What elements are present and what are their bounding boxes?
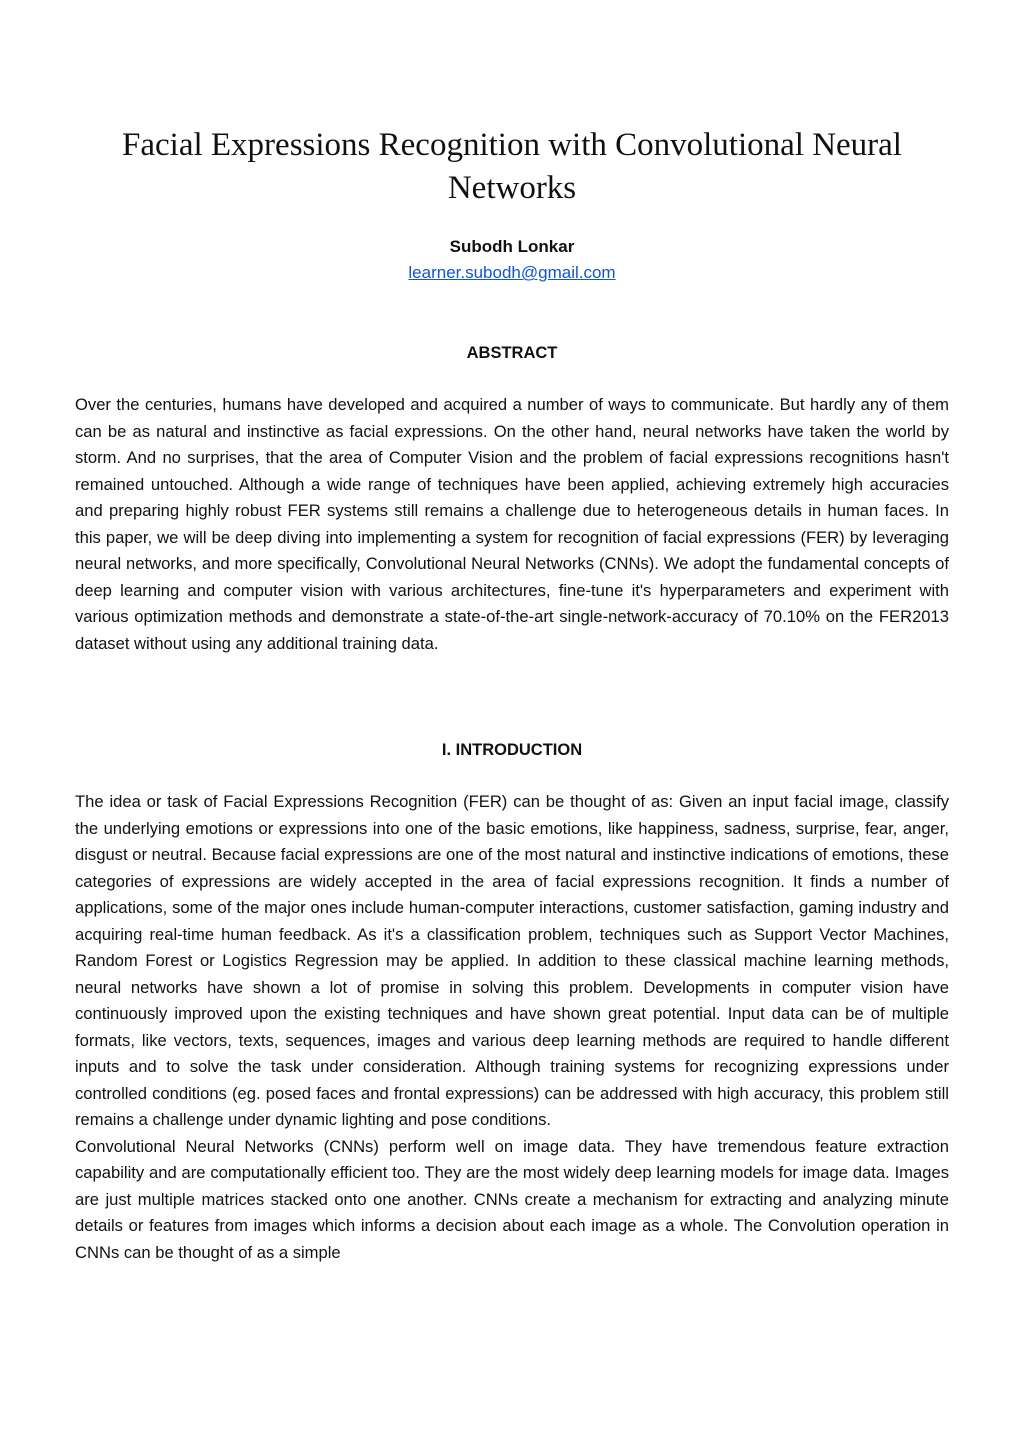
introduction-heading: I. INTRODUCTION	[441, 741, 583, 759]
paper-title: Facial Expressions Recognition with Convolutional Neural Networks	[122, 127, 902, 206]
author-email-link[interactable]: learner.subodh@gmail.com	[408, 263, 616, 282]
author-name: Subodh Lonkar	[449, 237, 575, 256]
abstract-heading: ABSTRACT	[466, 344, 558, 362]
introduction-paragraph-1: The idea or task of Facial Expressions Recognition (FER) can be thought of as: Given an input facial image, classify the underlying emotions or expressions into one of the basic emotions, like happiness, sadness, surprise, fear, anger, disgust or neutral. Because facial expressions are one of the most natural and instinctive indications of emotions, these categories of expressions are widely accepted in the area of facial expressions recognition. It finds a number of applications, some of the major ones include human-computer interactions, customer satisfaction, gaming industry and acquiring real-time human feedback. As it's a classification problem, techniques such as Support Vector Machines, Random Forest or Logistics Regression may be applied. In addition to these classical machine learning methods, neural networks have shown a lot of promise in solving this problem. Developments in computer vision have continuously improved upon the existing techniques and have shown great potential. Input data can be of multiple formats, like vectors, texts, sequences, images and various deep learning methods are required to handle different inputs and to solve the task under consideration. Although training systems for recognizing expressions under controlled conditions (eg. posed faces and frontal expressions) can be addressed with high accuracy, this problem still remains a challenge under dynamic lighting and pose conditions.	[75, 792, 949, 1129]
introduction-body	[75, 789, 949, 1266]
author-email	[0, 262, 1024, 284]
abstract-text: Over the centuries, humans have developed and acquired a number of ways to communicate. But hardly any of them can be as natural and instinctive as facial expressions. On the other hand, neural networks have taken the world by storm. And no surprises, that the area of Computer Vision and the problem of facial expressions recognitions hasn't remained untouched. Although a wide range of techniques have been applied, achieving extremely high accuracies and preparing highly robust FER systems still remains a challenge due to heterogeneous details in human faces. In this paper, we will be deep diving into implementing a system for recognition of facial expressions (FER) by leveraging neural networks, and more specifically, Convolutional Neural Networks (CNNs). We adopt the fundamental concepts of deep learning and computer vision with various architectures, fine-tune it's hyperparameters and experiment with various optimization methods and demonstrate a state-of-the-art single-network-accuracy of 70.10% on the FER2013 dataset without using any additional training data.	[75, 395, 949, 653]
introduction-paragraph-2: Convolutional Neural Networks (CNNs) perform well on image data. They have tremendous feature extraction capability and are computationally efficient too. They are the most widely deep learning models for image data. Images are just multiple matrices stacked onto one another. CNNs create a mechanism for extracting and analyzing minute details or features from images which informs a decision about each image as a whole. The Convolution operation in CNNs can be thought of as a simple	[75, 1136, 949, 1262]
